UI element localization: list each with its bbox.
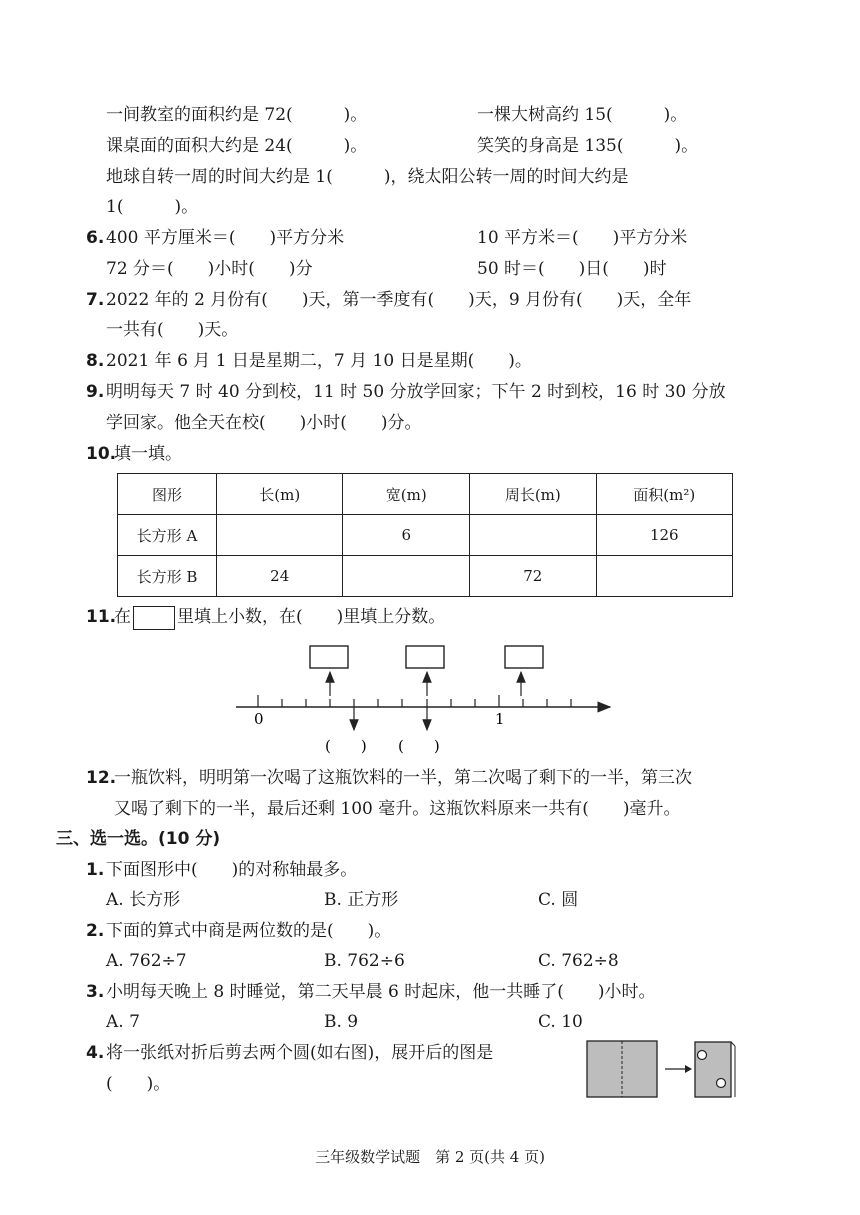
arrowhead-icon [685,1065,692,1073]
answer-box[interactable] [406,646,444,668]
table-header: 宽(m) [343,474,470,515]
q6-conversion-c: 72 分＝( )小时( )分 [106,259,313,279]
choice-q4-text: 将一张纸对折后剪去两个圆(如右图)，展开后的图是 [106,1043,494,1063]
rectangle-table [117,473,733,597]
section-heading: 三、选一选。(10 分) [56,829,221,849]
option-a[interactable]: A. 762÷7 [106,951,187,971]
table-cell: 72 [470,556,597,597]
q9-text-cont: 学回家。他全天在校( )小时( )分。 [106,413,422,433]
question-number: 2. [86,921,105,941]
table-cell: 长方形 B [118,556,217,597]
table-cell-blank[interactable] [596,556,732,597]
table-header-row [118,474,733,515]
q8-text: 2021 年 6 月 1 日是星期二，7 月 10 日是星期( )。 [106,351,532,371]
question-number: 4. [86,1043,105,1063]
question-number: 10. [86,444,117,464]
number-line-label-1: 1 [495,710,505,728]
option-a[interactable]: A. 长方形 [106,890,181,910]
unit-question-classroom: 一间教室的面积约是 72( )。 [106,105,368,125]
number-line-diagram [230,640,620,760]
unit-question-desk: 课桌面的面积大约是 24( )。 [106,136,368,156]
fraction-answer-paren[interactable]: ( ) [398,737,440,755]
question-number: 8. [86,351,105,371]
table-header: 面积(m²) [596,474,732,515]
number-line-label-0: 0 [254,710,264,728]
q12-text-cont: 又喝了剩下的一半，最后还剩 100 毫升。这瓶饮料原来一共有( )毫升。 [114,799,681,819]
unit-question-tree: 一棵大树高约 15( )。 [477,105,688,125]
choice-q2-text: 下面的算式中商是两位数的是( )。 [106,921,392,941]
cut-circle-icon [698,1051,707,1060]
answer-box[interactable] [505,646,543,668]
q12-text: 一瓶饮料，明明第一次喝了这瓶饮料的一半，第二次喝了剩下的一半，第三次 [114,768,692,788]
answer-box-sample [133,606,175,630]
q11-prefix: 在 [114,607,131,627]
q6-conversion-a: 400 平方厘米＝( )平方分米 [106,228,345,248]
q10-text: 填一填。 [114,444,182,464]
q7-text: 2022 年的 2 月份有( )天，第一季度有( )天，9 月份有( )天，全年 [106,290,692,310]
tick-marks [258,695,571,707]
table-cell-blank[interactable] [343,556,470,597]
page-footer: 三年级数学试题 第 2 页(共 4 页) [315,1148,545,1166]
q6-conversion-b: 10 平方米＝( )平方分米 [477,228,688,248]
table-header: 长(m) [216,474,343,515]
q11-text [114,605,445,630]
table-row [118,556,733,597]
table-header: 周长(m) [470,474,597,515]
unit-question-height: 笑笑的身高是 135( )。 [477,136,699,156]
q7-text-cont: 一共有( )天。 [106,320,239,340]
unit-question-earth: 地球自转一周的时间大约是 1( )，绕太阳公转一周的时间大约是 [106,167,629,187]
question-number: 12. [86,768,117,788]
table-cell-blank[interactable] [470,515,597,556]
choice-q4-text-cont: ( )。 [106,1074,171,1094]
table-header: 图形 [118,474,217,515]
question-number: 7. [86,290,105,310]
unit-question-earth-cont: 1( )。 [106,197,199,217]
fraction-answer-paren[interactable]: ( ) [325,737,367,755]
question-number: 1. [86,860,105,880]
table-row [118,515,733,556]
option-b[interactable]: B. 正方形 [324,890,399,910]
q9-text: 明明每天 7 时 40 分到校，11 时 50 分放学回家；下午 2 时到校，16 时 30 分放 [106,382,726,402]
question-number: 11. [86,607,117,627]
option-c[interactable]: C. 762÷8 [538,951,619,971]
option-b[interactable]: B. 762÷6 [324,951,405,971]
table-cell: 6 [343,515,470,556]
option-a[interactable]: A. 7 [106,1012,140,1032]
question-number: 6. [86,228,105,248]
table-cell-blank[interactable] [216,515,343,556]
cut-circle-icon [717,1079,726,1088]
option-c[interactable]: C. 圆 [538,890,579,910]
choice-q3-text: 小明每天晚上 8 时睡觉，第二天早晨 6 时起床，他一共睡了( )小时。 [106,982,656,1002]
table-cell: 长方形 A [118,515,217,556]
question-number: 3. [86,982,105,1002]
q11-suffix: 里填上小数，在( )里填上分数。 [177,607,446,627]
choice-q1-text: 下面图形中( )的对称轴最多。 [106,860,358,880]
option-b[interactable]: B. 9 [324,1012,359,1032]
table-cell: 126 [596,515,732,556]
question-number: 9. [86,382,105,402]
option-c[interactable]: C. 10 [538,1012,583,1032]
folded-paper-figure [585,1038,745,1100]
answer-box[interactable] [310,646,348,668]
q6-conversion-d: 50 时＝( )日( )时 [477,259,667,279]
table-cell: 24 [216,556,343,597]
